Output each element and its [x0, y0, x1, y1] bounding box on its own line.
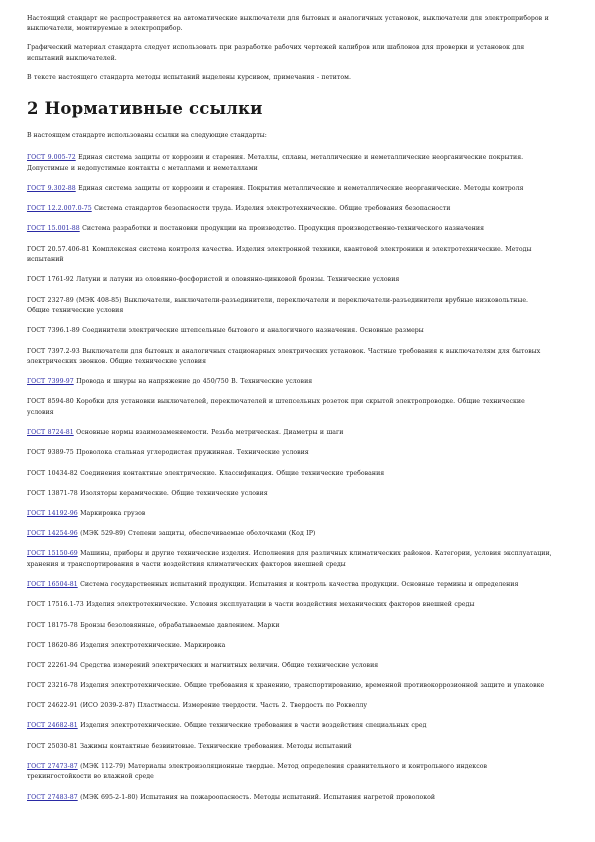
standard-title: (ИСО 2039-2-87) Пластмассы. Измерение твердости. Часть 2. Твердость по Роквеллу: [77, 702, 368, 710]
standard-title: Коробки для установки выключателей, переключателей и штепсельных розеток при скрытой электропроводке. Общие технические условия: [27, 398, 525, 417]
reference-item: [27, 721, 553, 732]
standard-title: Машины, приборы и другие технические изделия. Исполнения для различных климатических районов. Категории, условия эксплуатации, хранения и транспортирования в части воздействия климатических факторов внешней среды: [27, 550, 552, 568]
standard-code: ГОСТ 20.57.406-81: [27, 245, 90, 253]
standard-title: Изделия электротехнические. Общие требования к хранению, транспортированию, временной противокоррозионной защите и упаковке: [77, 682, 545, 690]
standard-code: ГОСТ 7397.2-93: [27, 347, 80, 355]
reference-item: [27, 762, 553, 783]
standard-link[interactable]: ГОСТ 14254-96: [27, 530, 78, 538]
standard-link[interactable]: ГОСТ 9.005-72: [27, 154, 76, 162]
reference-item: [27, 397, 553, 418]
reference-item: [27, 793, 553, 804]
reference-item: [27, 529, 553, 540]
standard-title: Изоляторы керамические. Общие технические условия: [77, 489, 268, 497]
reference-item: [27, 549, 553, 570]
standard-code: ГОСТ 7396.1-89: [27, 327, 80, 335]
standard-link[interactable]: ГОСТ 12.2.007.0-75: [27, 205, 92, 213]
reference-item: [27, 681, 553, 692]
standard-code: ГОСТ 9389-75: [27, 449, 74, 457]
standard-code: ГОСТ 8594-80: [27, 398, 74, 406]
standard-link[interactable]: ГОСТ 8724-81: [27, 429, 74, 437]
standard-title: Единая система защиты от коррозии и старения. Металлы, сплавы, металлические и неметаллические неорганические покрытия. Допустимые и недопустимые контакты с металлами и неметаллами: [27, 154, 524, 172]
standard-title: Изделия электротехнические. Общие технические требования в части воздействия специальных сред: [77, 722, 427, 730]
reference-item: [27, 347, 553, 368]
reference-item: [27, 377, 553, 388]
reference-item: [27, 489, 553, 500]
standard-link[interactable]: ГОСТ 7399-97: [27, 378, 74, 386]
standard-code: ГОСТ 17516.1-73: [27, 601, 84, 609]
standard-title: Система разработки и постановки продукции на производство. Продукция производственно-технического назначения: [79, 225, 485, 233]
standard-title: Система стандартов безопасности труда. Изделия электротехнические. Общие требования безопасности: [91, 205, 451, 213]
standard-link[interactable]: ГОСТ 15150-69: [27, 550, 78, 558]
intro-paragraph: Графический материал стандарта следует использовать при разработке рабочих чертежей калибров или шаблонов для проверки и установок для испытаний выключателей.: [27, 44, 525, 62]
standard-title: Провода и шнуры на напряжение до 450/750 В. Технические условия: [73, 378, 313, 386]
standard-title: Бронзы безоловянные, обрабатываемые давлением. Марки: [77, 621, 280, 629]
intro-block: [27, 14, 553, 83]
reference-item: [27, 296, 553, 317]
reference-item: [27, 224, 553, 235]
section-title: 2 Нормативные ссылки: [27, 99, 263, 119]
reference-item: [27, 469, 553, 480]
standard-title: Изделия электротехнические. Маркировка: [77, 641, 226, 649]
standard-title: (МЭК 112-79) Материалы электроизоляционные твердые. Метод определения сравнительного и контрольного индексов трекингостойкости во влажной среде: [27, 762, 488, 781]
reference-item: [27, 661, 553, 672]
intro-paragraph: В тексте настоящего стандарта методы испытаний выделены курсивом, примечания - петитом.: [27, 73, 352, 81]
section-intro: В настоящем стандарте использованы ссылки на следующие стандарты:: [27, 132, 267, 140]
reference-item: [27, 184, 553, 195]
document-page: [27, 14, 553, 813]
reference-item: [27, 275, 553, 286]
reference-item: [27, 641, 553, 652]
reference-item: [27, 600, 553, 611]
reference-item: [27, 428, 553, 439]
standard-code: ГОСТ 25030-81: [27, 742, 78, 750]
standard-code: ГОСТ 24622-91: [27, 702, 78, 710]
standard-title: Изделия электротехнические. Условия эксплуатации в части воздействия механических факторов внешней среды: [83, 601, 475, 609]
standard-link[interactable]: ГОСТ 16504-81: [27, 581, 78, 589]
reference-item: [27, 742, 553, 753]
standard-title: Зажимы контактные безвинтовые. Технические требования. Методы испытаний: [77, 742, 352, 750]
standard-title: Основные нормы взаимозаменяемости. Резьба метрическая. Диаметры и шаги: [73, 429, 344, 437]
standard-link[interactable]: ГОСТ 27483-87: [27, 793, 78, 801]
intro-paragraph: Настоящий стандарт не распространяется на автоматические выключатели для бытовых и аналогичных установок, выключатели для электроприборов и выключатели, монтируемые в электроприбор.: [27, 15, 549, 33]
standard-code: ГОСТ 10434-82: [27, 469, 78, 477]
standard-title: (МЭК 408-85) Выключатели, выключатели-разъединители, переключатели и переключатели-разъединители врубные низковольтные. Общие технические условия: [27, 296, 529, 315]
standard-link[interactable]: ГОСТ 24682-81: [27, 722, 78, 730]
standard-title: Проволока стальная углеродистая пружинная. Технические условия: [73, 449, 309, 457]
standard-title: Латуни и латуни из оловянно-фосфористой и оловянно-цинковой бронзы. Технические условия: [73, 276, 400, 284]
standard-code: ГОСТ 13871-78: [27, 489, 78, 497]
reference-item: [27, 580, 553, 591]
reference-item: [27, 448, 553, 459]
standard-code: ГОСТ 18620-86: [27, 641, 78, 649]
reference-item: [27, 701, 553, 712]
standard-title: Соединения контактные электрические. Классификация. Общие технические требования: [77, 469, 385, 477]
standard-title: (МЭК 529-89) Степени защиты, обеспечиваемые оболочками (Код IP): [77, 530, 316, 538]
standard-title: Маркировка грузов: [77, 510, 146, 517]
reference-list: [27, 153, 553, 803]
standard-title: Соединители электрические штепсельные бытового и аналогичного назначения. Основные размеры: [79, 327, 424, 335]
standard-title: Система государственных испытаний продукции. Испытания и контроль качества продукции. Основные термины и определения: [77, 581, 519, 589]
standard-title: (МЭК 695-2-1-80) Испытания на пожароопасность. Методы испытаний. Испытания нагретой проволокой: [77, 793, 436, 801]
standard-code: ГОСТ 23216-78: [27, 682, 78, 690]
standard-title: Комплексная система контроля качества. Изделия электронной техники, квантовой электроники и электротехнические. Методы испытаний: [27, 245, 532, 264]
reference-item: [27, 204, 553, 215]
reference-item: [27, 509, 553, 520]
reference-item: [27, 621, 553, 632]
reference-item: [27, 326, 553, 337]
standard-link[interactable]: ГОСТ 9.302-88: [27, 185, 76, 192]
standard-title: Средства измерений электрических и магнитных величин. Общие технические условия: [77, 661, 379, 669]
standard-link[interactable]: ГОСТ 14192-96: [27, 510, 78, 517]
standard-link[interactable]: ГОСТ 27473-87: [27, 762, 78, 770]
standard-title: Выключатели для бытовых и аналогичных стационарных электрических установок. Частные требования к выключателям для бытовых электрических звонков. Общие технические условия: [27, 347, 541, 366]
reference-item: [27, 245, 553, 266]
standard-code: ГОСТ 1761-92: [27, 276, 74, 284]
standard-title: Единая система защиты от коррозии и старения. Покрытия металлические и неметаллические неорганические. Методы контроля: [75, 185, 524, 192]
reference-item: [27, 153, 553, 174]
standard-code: ГОСТ 18175-78: [27, 621, 78, 629]
standard-code: ГОСТ 2327-89: [27, 296, 74, 304]
standard-link[interactable]: ГОСТ 15.001-88: [27, 225, 80, 233]
standard-code: ГОСТ 22261-94: [27, 661, 78, 669]
